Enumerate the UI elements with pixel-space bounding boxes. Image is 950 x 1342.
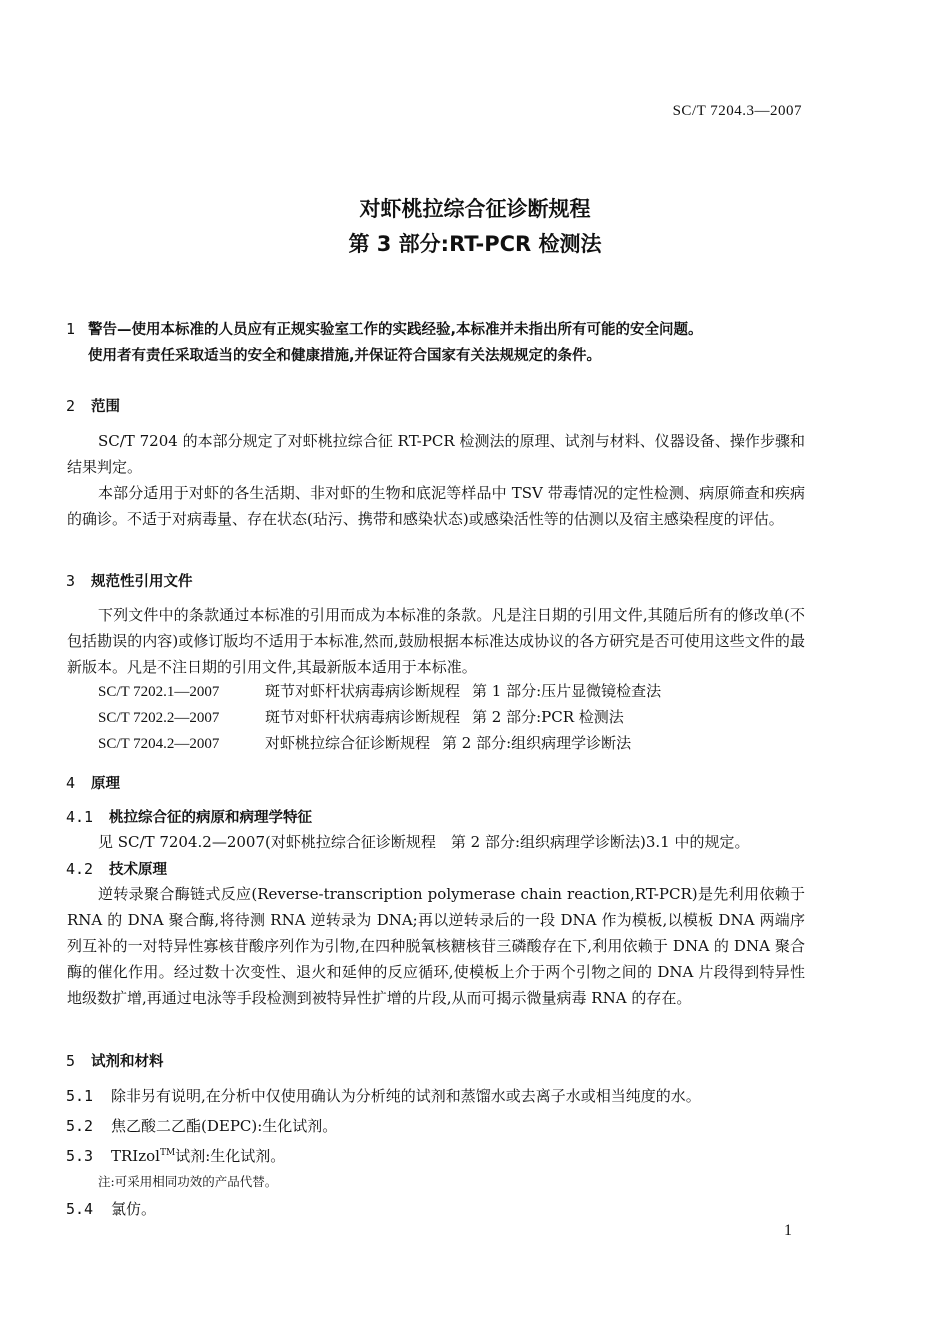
section-title: 桃拉综合征的病原和病理学特征 <box>109 810 312 826</box>
reference-title: 对虾桃拉综合征诊断规程 <box>265 734 431 752</box>
reference-item <box>98 732 631 753</box>
section-number: 4.1 <box>66 808 94 826</box>
item-text: 除非另有说明,在分析中仅使用确认为分析纯的试剂和蒸馏水或去离子水或相当纯度的水。 <box>111 1087 701 1105</box>
reagent-item <box>66 1145 285 1166</box>
reagent-item <box>66 1085 701 1106</box>
document-title: 对虾桃拉综合征诊断规程 <box>359 197 591 221</box>
reference-title: 斑节对虾杆状病毒病诊断规程 <box>265 682 461 700</box>
item-number: 5.2 <box>66 1117 94 1135</box>
scope-paragraph-1: SC/T 7204 的本部分规定了对虾桃拉综合征 RT-PCR 检测法的原理、试剂与材料、仪器设备、操作步骤和结果判定。 <box>67 432 805 476</box>
section-title: 原理 <box>91 776 120 792</box>
section-number: 2 <box>66 397 76 415</box>
note-text: 注:可采用相同功效的产品代替。 <box>98 1174 278 1189</box>
section-title: 技术原理 <box>109 862 167 878</box>
section-number: 3 <box>66 572 76 590</box>
section-title: 规范性引用文件 <box>91 574 193 590</box>
reference-part: 第 2 部分:PCR 检测法 <box>472 708 624 726</box>
item-text-post: 试剂:生化试剂。 <box>175 1147 286 1165</box>
scope-paragraph-2: 本部分适用于对虾的各生活期、非对虾的生物和底泥等样品中 TSV 带毒情况的定性检测、病原筛查和疾病的确诊。不适于对病毒量、存在状态(玷污、携带和感染状态)或感染活性等的估测以及宿主感染程度的评估。 <box>67 484 805 528</box>
reference-item <box>98 680 661 701</box>
section-number: 4.2 <box>66 860 94 878</box>
trademark-superscript: TM <box>159 1148 176 1158</box>
reference-part: 第 1 部分:压片显微镜检查法 <box>472 682 662 700</box>
section-number: 1 <box>66 320 76 338</box>
section-4-2-heading <box>66 858 167 879</box>
section-4-heading <box>66 772 120 793</box>
reference-title: 斑节对虾杆状病毒病诊断规程 <box>265 708 461 726</box>
section-4-2-paragraph: 逆转录聚合酶链式反应(Reverse-transcription polymerase chain reaction,RT-PCR)是先利用依赖于 RNA 的 DNA 聚合酶,将待测 RNA 逆转录为 DNA;再以逆转录后的一段 DNA 作为模板,以模板 DNA 两端序列互补的一对特异性寡核苷酸序列作为引物,在四种脱氧核糖核苷三磷酸存在下,利用依赖于 DNA 的 DNA 聚合酶的催化作用。经过数十次变性、退火和延伸的反应循环,使模板上介于两个引物之间的 DNA 片段得到特异性地级数扩增,再通过电泳等手段检测到被特异性扩增的片段,从而可揭示微量病毒 RNA 的存在。 <box>67 885 805 1007</box>
standard-code: SC/T 7204.3—2007 <box>672 103 802 119</box>
item-number: 5.1 <box>66 1087 94 1105</box>
reference-code: SC/T 7202.2—2007 <box>98 710 220 726</box>
section-3-heading <box>66 570 193 591</box>
section-4-1-paragraph: 见 SC/T 7204.2—2007(对虾桃拉综合征诊断规程 第 2 部分:组织病理学诊断法)3.1 中的规定。 <box>98 833 750 851</box>
reagent-item <box>66 1115 337 1136</box>
item-text: 氯仿。 <box>111 1200 157 1218</box>
section-4-1-heading <box>66 806 312 827</box>
reference-code: SC/T 7204.2—2007 <box>98 736 220 752</box>
section-number: 5 <box>66 1052 76 1070</box>
reference-part: 第 2 部分:组织病理学诊断法 <box>442 734 632 752</box>
item-number: 5.3 <box>66 1147 94 1165</box>
item-text-pre: TRIzol <box>111 1147 160 1165</box>
section-number: 4 <box>66 774 76 792</box>
section-1-warning <box>66 318 703 339</box>
warning-line-2: 使用者有责任采取适当的安全和健康措施,并保证符合国家有关法规规定的条件。 <box>88 348 602 364</box>
reference-code: SC/T 7202.1—2007 <box>98 684 220 700</box>
section-5-heading <box>66 1050 164 1071</box>
page-number: 1 <box>784 1222 792 1239</box>
reagent-item <box>66 1198 156 1219</box>
reference-item <box>98 706 624 727</box>
section-title: 试剂和材料 <box>91 1054 164 1070</box>
normative-references-paragraph: 下列文件中的条款通过本标准的引用而成为本标准的条款。凡是注日期的引用文件,其随后所有的修改单(不包括勘误的内容)或修订版均不适用于本标准,然而,鼓励根据本标准达成协议的各方研究是否可使用这些文件的最新版本。凡是不注日期的引用文件,其最新版本适用于本标准。 <box>67 606 805 676</box>
item-text: 焦乙酸二乙酯(DEPC):生化试剂。 <box>111 1117 338 1135</box>
section-title: 范围 <box>91 399 120 415</box>
warning-line-1: 警告—使用本标准的人员应有正规实验室工作的实践经验,本标准并未指出所有可能的安全问题。 <box>88 322 703 338</box>
section-2-heading <box>66 395 120 416</box>
item-number: 5.4 <box>66 1200 94 1218</box>
document-subtitle: 第 3 部分:RT-PCR 检测法 <box>348 232 602 256</box>
